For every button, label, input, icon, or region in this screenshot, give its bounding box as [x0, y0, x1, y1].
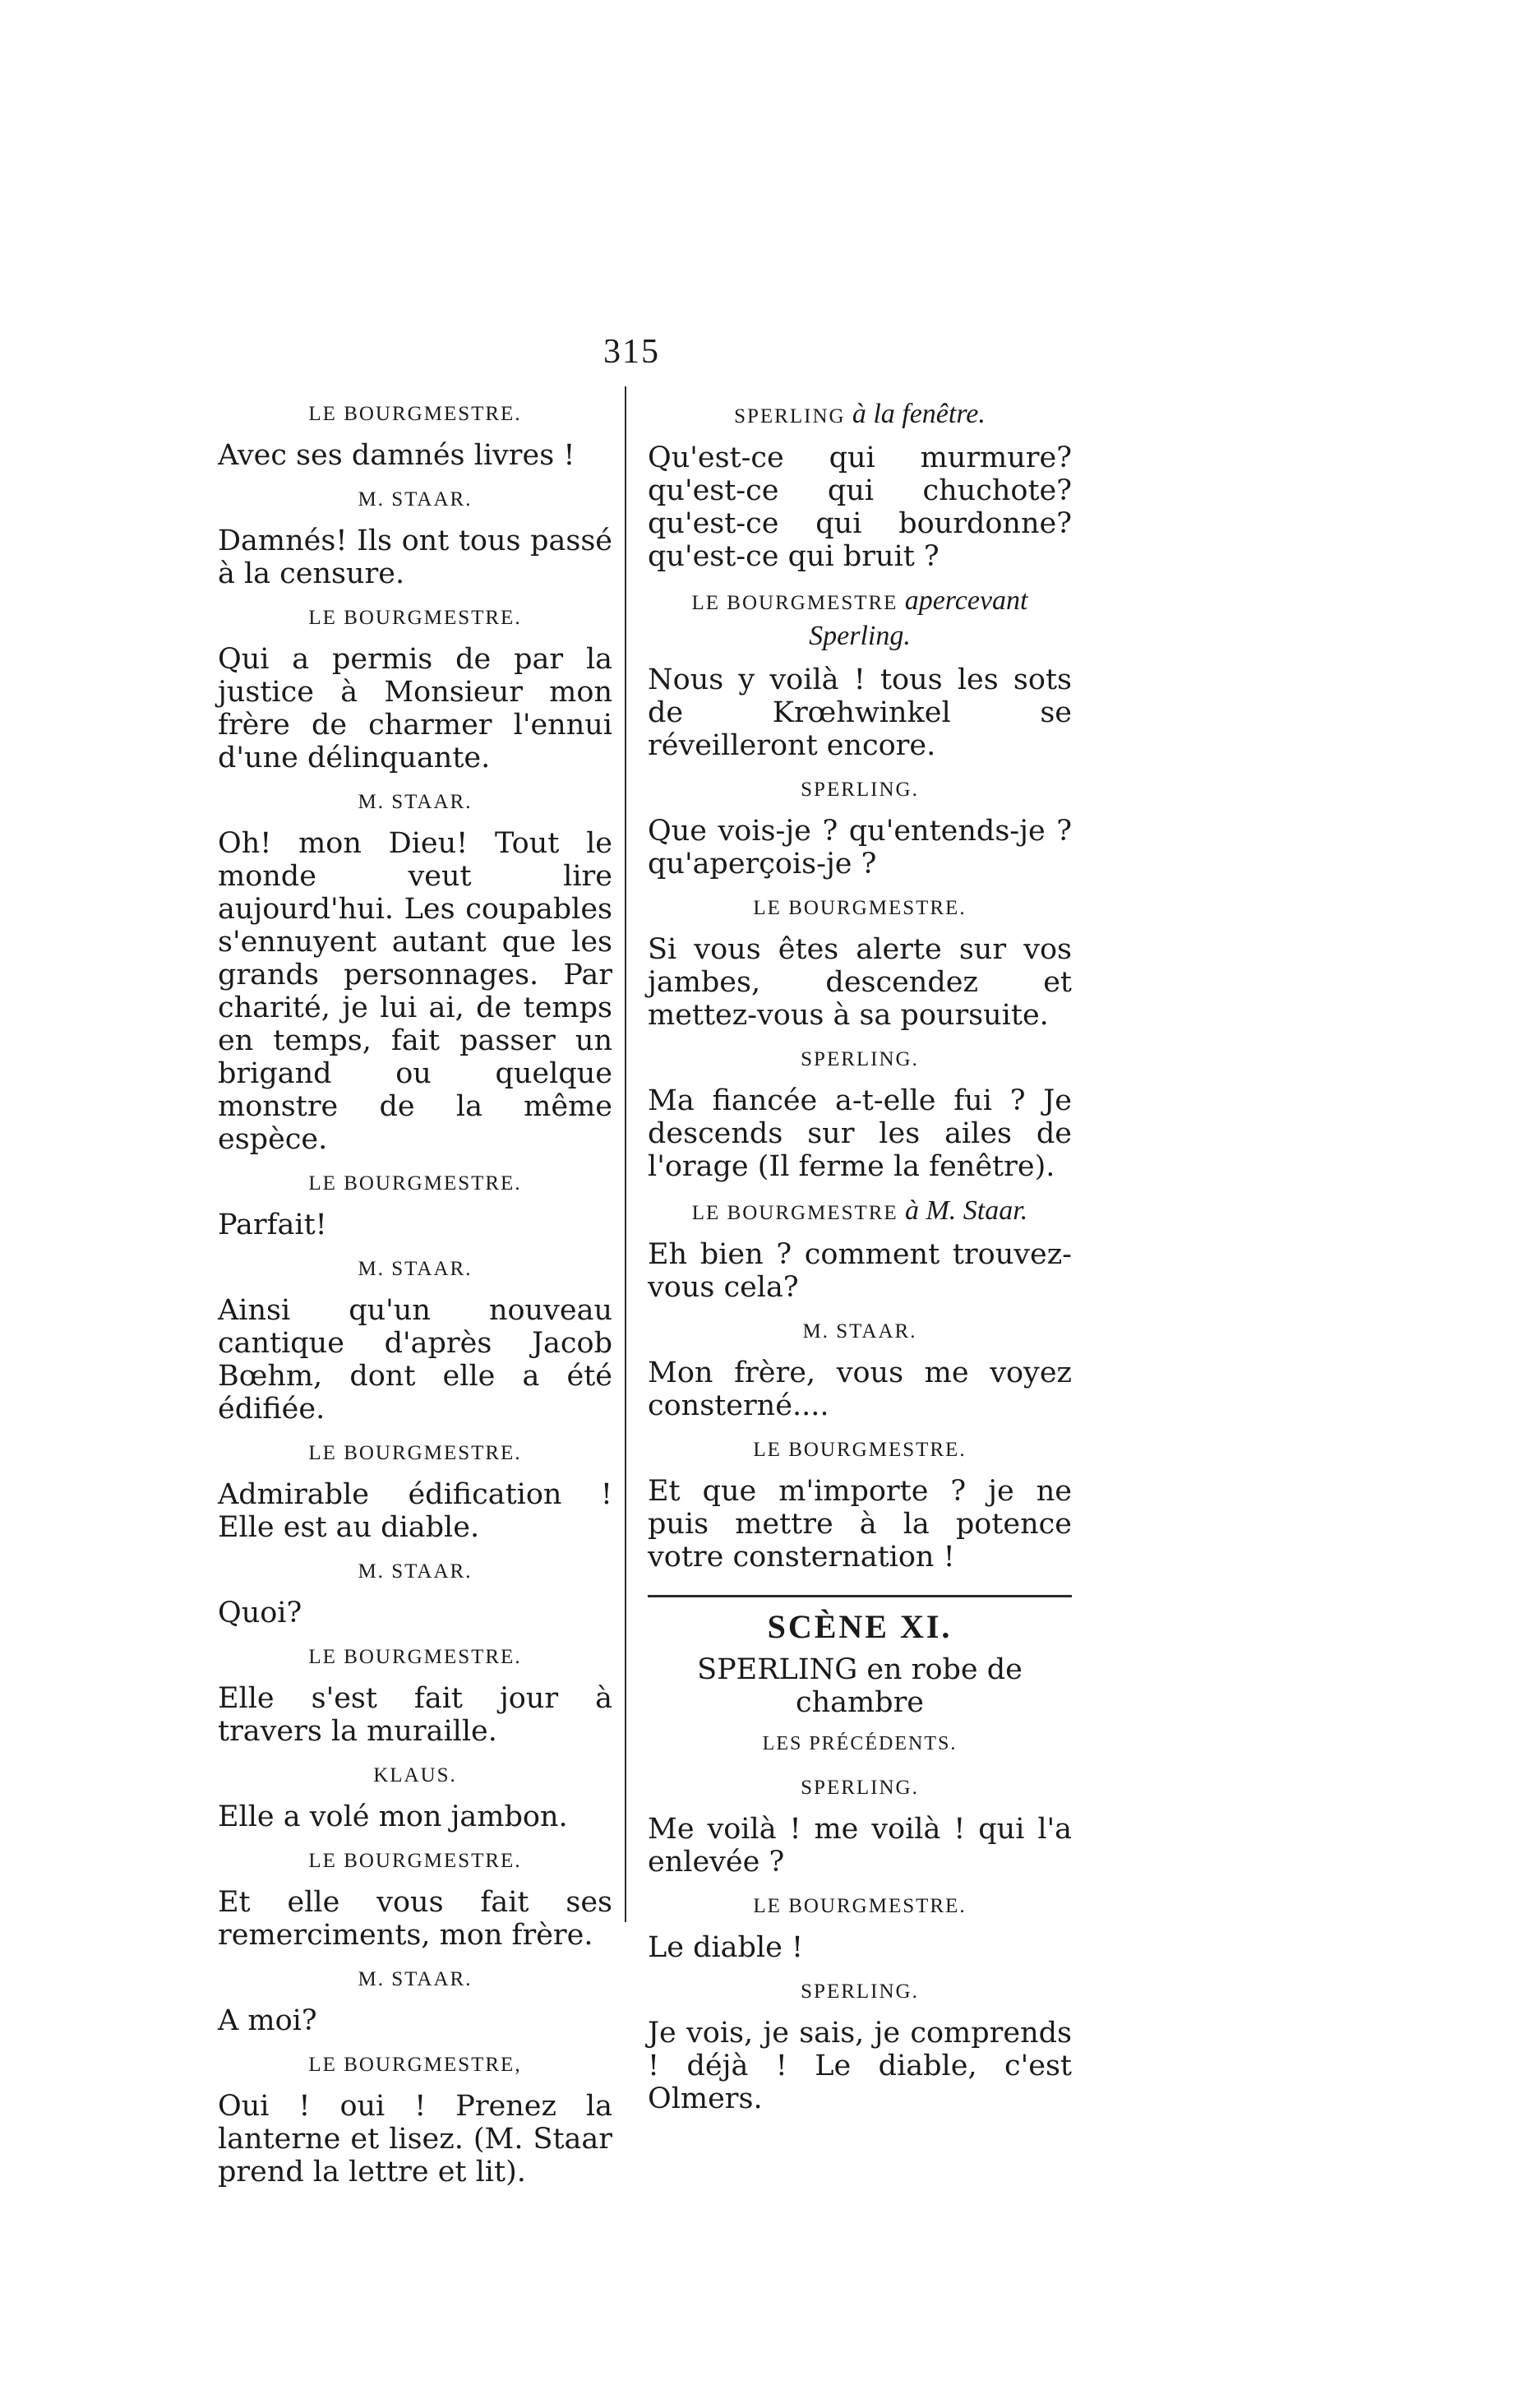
speaker-name: LE BOURGMESTRE.	[753, 897, 967, 919]
dialogue-text: Ma fiancée a-t-elle fui ? Je descends sur les ailes de l'orage (Il ferme la fenêtre).	[648, 1084, 1072, 1183]
dialogue-text: Admirable édification ! Elle est au diable.	[218, 1478, 612, 1544]
dialogue-text: A moi?	[218, 2004, 317, 2037]
speaker-name: LE BOURGMESTRE.	[308, 403, 522, 425]
dialogue-text: Si vous êtes alerte sur vos jambes, descendez et mettez-vous à sa poursuite.	[648, 933, 1072, 1032]
dialogue-text: Quoi?	[218, 1597, 302, 1629]
dialogue-block	[218, 1555, 612, 1629]
dialogue-block	[648, 1434, 1072, 1574]
dialogue-block	[648, 398, 1072, 573]
speaker-name: SPERLING.	[801, 1777, 919, 1799]
dialogue-block	[218, 1845, 612, 1952]
dialogue-text: Oui ! oui ! Prenez la lanterne et lisez. (M. Staar prend la lettre et lit).	[218, 2090, 612, 2188]
dialogue-text: Eh bien ? comment trouvez-vous cela?	[648, 1238, 1072, 1304]
dialogue-block	[648, 585, 1072, 762]
dialogue-block	[218, 1759, 612, 1833]
speaker-name: LE BOURGMESTRE.	[753, 1439, 967, 1461]
speaker-name: LE BOURGMESTRE.	[308, 1850, 522, 1872]
speaker-name: M. STAAR.	[358, 1560, 473, 1583]
speaker-name: LE BOURGMESTRE.	[308, 1646, 522, 1668]
dialogue-block	[218, 602, 612, 774]
scene-others: LES PRÉCÉDENTS.	[762, 1733, 958, 1754]
speaker-label: LE BOURGMESTRE	[691, 1202, 898, 1224]
dialogue-text: Elle s'est fait jour à travers la muraille.	[218, 1682, 612, 1748]
dialogue-block	[648, 892, 1072, 1032]
dialogue-block	[648, 1315, 1072, 1422]
speaker-label: SPERLING	[734, 405, 846, 428]
scene-divider	[648, 1595, 1072, 1597]
scene-characters: SPERLING en robe de chambre	[697, 1653, 1023, 1719]
dialogue-text: Et que m'importe ? je ne puis mettre à la potence votre consternation !	[648, 1475, 1072, 1574]
dialogue-block	[218, 786, 612, 1156]
dialogue-block	[218, 1253, 612, 1426]
dialogue-text: Le diable !	[648, 1931, 804, 1964]
dialogue-block	[648, 774, 1072, 880]
dialogue-text: Qu'est-ce qui murmure? qu'est-ce qui chuchote? qu'est-ce qui bourdonne? qu'est-ce qui bruit ?	[648, 441, 1072, 573]
speaker-name	[648, 585, 1072, 655]
speaker-label: LE BOURGMESTRE	[691, 592, 898, 614]
dialogue-text: Et elle vous fait ses remerciments, mon frère.	[218, 1886, 612, 1952]
stage-direction: apercevant Sperling.	[809, 585, 1028, 651]
dialogue-block	[218, 483, 612, 590]
dialogue-block	[218, 1167, 612, 1241]
dialogue-text: Qui a permis de par la justice à Monsieur mon frère de charmer l'ennui d'une délinquante.	[218, 643, 612, 774]
speaker-name	[648, 398, 1072, 433]
stage-direction: à M. Staar.	[904, 1195, 1028, 1226]
speaker-name: LE BOURGMESTRE,	[308, 2054, 522, 2076]
dialogue-block	[648, 1195, 1072, 1304]
right-column	[648, 386, 1072, 2115]
speaker-name: SPERLING.	[801, 1048, 919, 1070]
scene-title: SCÈNE XI.	[767, 1608, 953, 1645]
dialogue-text: Ainsi qu'un nouveau cantique d'après Jacob Bœhm, dont elle a été édifiée.	[218, 1294, 612, 1426]
column-divider	[625, 386, 626, 1922]
dialogue-block	[648, 1043, 1072, 1183]
speaker-name: M. STAAR.	[802, 1320, 917, 1343]
dialogue-text: Mon frère, vous me voyez consterné....	[648, 1357, 1072, 1422]
dialogue-text: Que vois-je ? qu'entends-je ? qu'aperçois-je ?	[648, 815, 1072, 880]
speaker-name: LE BOURGMESTRE.	[308, 1442, 522, 1464]
speaker-name: M. STAAR.	[358, 1968, 473, 1990]
speaker-name: M. STAAR.	[358, 488, 473, 511]
dialogue-text: Elle a volé mon jambon.	[218, 1800, 568, 1833]
dialogue-text: Nous y voilà ! tous les sots de Krœhwinkel se réveilleront encore.	[648, 663, 1072, 762]
dialogue-block	[218, 2049, 612, 2188]
dialogue-block	[648, 1976, 1072, 2115]
dialogue-text: Damnés! Ils ont tous passé à la censure.	[218, 525, 612, 590]
dialogue-block	[648, 1772, 1072, 1879]
page-number: 315	[603, 333, 660, 371]
speaker-name: LE BOURGMESTRE.	[308, 1172, 522, 1195]
dialogue-text: Me voilà ! me voilà ! qui l'a enlevée ?	[648, 1813, 1072, 1879]
speaker-name: M. STAAR.	[358, 791, 473, 813]
dialogue-block	[218, 1437, 612, 1544]
speaker-name: M. STAAR.	[358, 1258, 473, 1280]
dialogue-text: Parfait!	[218, 1209, 327, 1241]
dialogue-text: Oh! mon Dieu! Tout le monde veut lire aujourd'hui. Les coupables s'ennuyent autant que les grands personnages. Par charité, je lui ai, de temps en temps, fait passer un brigand ou quelque monstre de la même espèce.	[218, 827, 612, 1156]
dialogue-block	[218, 398, 612, 472]
dialogue-block	[648, 1890, 1072, 1964]
speaker-name: SPERLING.	[801, 1980, 919, 2003]
speaker-name	[648, 1195, 1072, 1230]
dialogue-text: Je vois, je sais, je comprends ! déjà ! Le diable, c'est Olmers.	[648, 2017, 1072, 2115]
dialogue-block	[218, 1641, 612, 1748]
stage-direction: à la fenêtre.	[852, 399, 986, 429]
speaker-name: SPERLING.	[801, 779, 919, 801]
speaker-name: KLAUS.	[373, 1764, 457, 1786]
dialogue-block	[218, 1963, 612, 2037]
dialogue-text: Avec ses damnés livres !	[218, 439, 575, 472]
speaker-name: LE BOURGMESTRE.	[753, 1895, 967, 1917]
speaker-name: LE BOURGMESTRE.	[308, 607, 522, 629]
left-column	[218, 386, 612, 2188]
